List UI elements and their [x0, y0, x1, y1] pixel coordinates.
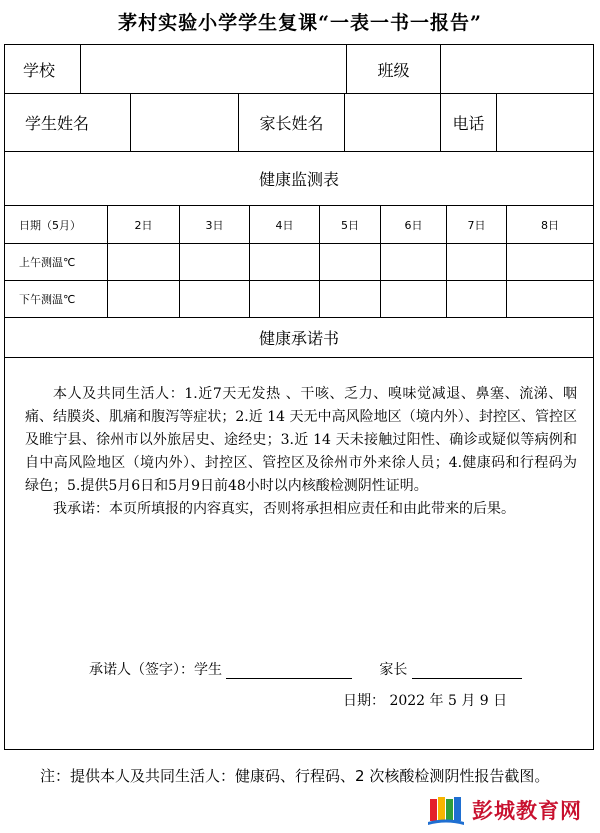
temp-cell[interactable] [381, 281, 447, 317]
health-table-title: 健康监测表 [258, 170, 339, 189]
book-logo-icon [426, 793, 466, 827]
page-title: 茅村实验小学学生复课“一表一书一报告” [118, 12, 482, 34]
student-name-field[interactable] [131, 94, 239, 151]
signature-line [89, 659, 522, 679]
phone-field[interactable] [497, 94, 593, 151]
school-label: 学校 [5, 45, 81, 93]
pledge-date: 日期： 2022 年 5 月 9 日 [343, 693, 508, 709]
row-afternoon-temp [5, 281, 593, 318]
temp-cell[interactable] [447, 244, 507, 280]
row-dates [5, 206, 593, 244]
site-logo-text: 彭城教育网 [472, 799, 582, 823]
student-signature-field[interactable] [226, 662, 352, 679]
pledge-paragraph-1: 本人及共同生活人：1.近7天无发热 、干咳、乏力、嗅味觉减退、鼻塞、流涕、咽痛、结膜炎、肌痛和腹泻等症状；2.近 14 天无中高风险地区（境内外）、封控区、管控区及睢宁县、徐州市以外旅居史、途经史；3.近 14 天未接触过阳性、确诊或疑似等病例和自中高风险地区（境内外）、封控区、管控区及徐州市外来徐人员；4.健康码和行程码为绿色；5.提供5月6日和5月9日前48小时以内核酸检测阴性证明。 [25, 386, 577, 494]
date-col: 3日 [180, 206, 250, 243]
temp-cell[interactable] [108, 281, 180, 317]
temp-cell[interactable] [250, 281, 320, 317]
date-col: 6日 [381, 206, 447, 243]
signer-label: 承诺人（签字）：学生 [89, 662, 222, 678]
row-school [5, 45, 593, 94]
afternoon-temp-label: 下午测温℃ [5, 281, 108, 317]
temp-cell[interactable] [108, 244, 180, 280]
row-morning-temp [5, 244, 593, 281]
temp-cell[interactable] [381, 244, 447, 280]
form-table [4, 44, 594, 750]
date-col: 2日 [108, 206, 180, 243]
parent-name-label: 家长姓名 [239, 94, 345, 151]
date-header: 日期（5月） [5, 206, 108, 243]
pledge-paragraph-2: 我承诺：本页所填报的内容真实，否则将承担相应责任和由此带来的后果。 [53, 501, 515, 517]
parent-signer-label: 家长 [379, 662, 408, 678]
temp-cell[interactable] [180, 244, 250, 280]
site-logo [426, 790, 596, 830]
date-col: 5日 [320, 206, 381, 243]
morning-temp-label: 上午测温℃ [5, 244, 108, 280]
phone-label: 电话 [441, 94, 497, 151]
row-pledge-title [5, 318, 593, 358]
row-health-title [5, 152, 593, 206]
class-field[interactable] [441, 45, 593, 93]
temp-cell[interactable] [250, 244, 320, 280]
date-col: 7日 [447, 206, 507, 243]
student-name-label: 学生姓名 [5, 94, 131, 151]
parent-signature-field[interactable] [412, 662, 522, 679]
footer-note: 注：提供本人及共同生活人：健康码、行程码、2 次核酸检测阴性报告截图。 [40, 767, 550, 785]
pledge-title: 健康承诺书 [258, 329, 339, 348]
temp-cell[interactable] [320, 244, 381, 280]
date-col: 8日 [541, 218, 559, 232]
date-col: 4日 [250, 206, 320, 243]
temp-cell[interactable] [320, 281, 381, 317]
class-label: 班级 [347, 45, 441, 93]
parent-name-field[interactable] [345, 94, 441, 151]
temp-cell[interactable] [447, 281, 507, 317]
temp-cell[interactable] [180, 281, 250, 317]
temp-cell[interactable] [507, 244, 593, 280]
school-field[interactable] [81, 45, 347, 93]
temp-cell[interactable] [507, 281, 593, 317]
pledge-body [25, 383, 577, 521]
row-names [5, 94, 593, 152]
